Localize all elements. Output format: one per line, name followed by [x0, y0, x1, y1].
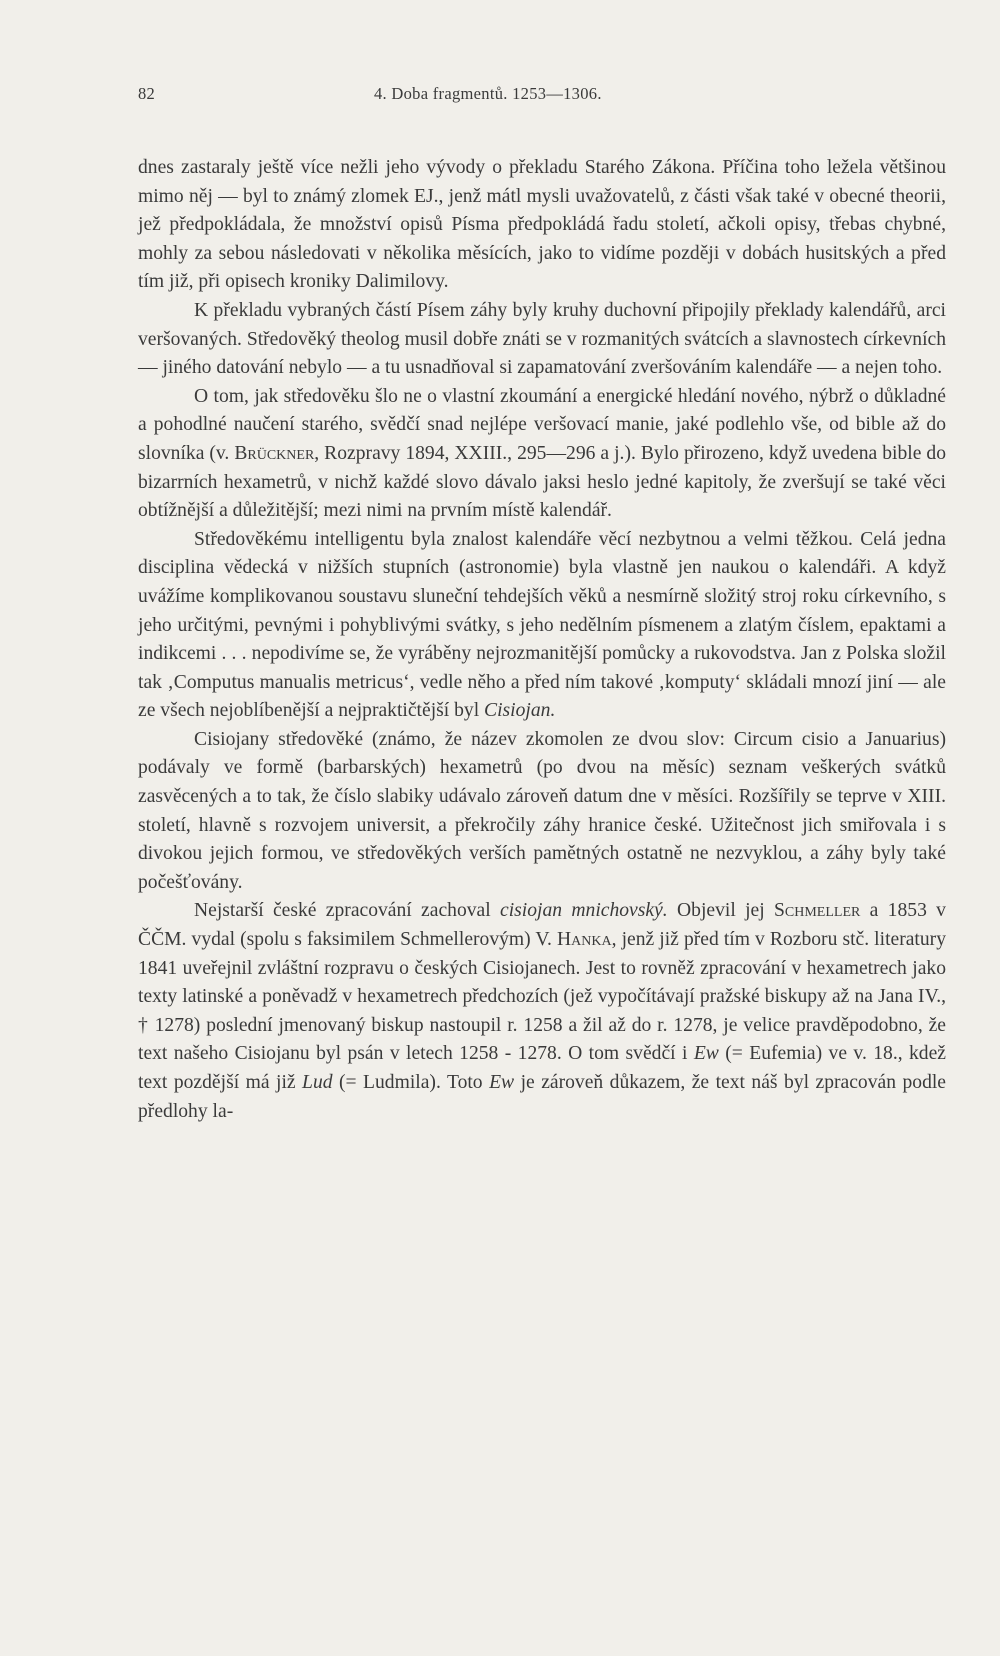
- text-run: , Rozpravy 1894, XXIII., 295—296 a j.). Bylo přirozeno, když uvedena bible do bizarrních hexametrů, v nichž každé slovo dávalo jaksi heslo jedné kapitoly, že zveršují se také věci obtížnější a důležitější; mezi nimi na prvním místě kalendář.: [138, 442, 946, 522]
- text-run: Nejstarší české zpracování zachoval: [194, 900, 501, 922]
- text-run: O tom, jak středověku šlo ne o vlastní zkoumání a energické hledání nového, nýbrž o důkladné a pohodlné naučení starého, svědčí snad nejlépe veršovací manie, jaké podlehlo vše, od bible až do slovníka (v.: [138, 385, 946, 464]
- author-name: Schmeller: [774, 900, 861, 922]
- text-run: Cisiojany středověké (známo, že název zkomolen ze dvou slov: Circum cisio a Januarius) podávaly ve formě (barbarských) hexametrů (po dvou na měsíc) seznam veškerých svátků zasvěcených a to tak, že číslo slabiky udávalo zároveň datum dne v měsíci. Rozšířily se teprve v XIII. století, hlavně s rozvojem universit, a překročily záhy hranice české. Užitečnost jich smiřovala i s divokou jejich formou, ve středověkých verších pamětných ostatně ne nezvyklou, a záhy byly také počešťovány.: [138, 728, 946, 893]
- text-run: (= Ludmila). Toto: [332, 1072, 490, 1093]
- paragraph: [138, 297, 946, 383]
- italic-term: Cisiojan.: [484, 700, 556, 722]
- page-header: [138, 84, 948, 104]
- text-run: je zároveň důkazem, že text náš byl zpracován podle předlohy la-: [138, 1072, 947, 1122]
- italic-term: Ew: [489, 1072, 515, 1093]
- text-run: Objevil jej: [667, 900, 774, 922]
- paragraph: [138, 526, 946, 726]
- paragraph: [138, 154, 946, 297]
- italic-term: Ew: [693, 1043, 719, 1065]
- text-run: Středověkému intelligentu byla znalost kalendáře věcí nezbytnou a velmi těžkou. Celá jedna disciplina vědecká v nižších stupních (astronomie) byla vlastně jen naukou o kalendáři. A když uvážíme komplikovanou soustavu sluneční tehdejších věků a nesmírně složitý stroj roku církevního, s jeho určitými, pevnými i pohyblivými svátky, s jeho nedělním písmenem a zlatým číslem, epaktami a indikcemi . . . nepodivíme se, že vyráběny nejrozmanitější pomůcky a rukovodstva. Jan z Polska složil tak ‚Computus manualis metricus‘, vedle něho a před ním takové ‚komputy‘ skládali mnozí jiní — ale ze všech nejoblíbenější a nejpraktičtější byl: [138, 528, 946, 722]
- text-run: (= Eufemia) ve v. 18., kdež text pozdější má již: [138, 1043, 947, 1093]
- page-number: 82: [138, 84, 156, 103]
- italic-term: cisiojan mnichovský.: [500, 900, 668, 922]
- author-name: Brückner: [234, 442, 315, 464]
- author-name: Hanka: [557, 929, 612, 951]
- paragraph: [138, 726, 946, 898]
- paragraph: [138, 383, 946, 526]
- paragraph: [138, 897, 946, 1126]
- body-text: [138, 154, 946, 1126]
- running-head: 4. Doba fragmentů. 1253—1306.: [374, 84, 602, 103]
- text-run: K překladu vybraných částí Písem záhy byly kruhy duchovní připojily překlady kalendářů, arci veršovaných. Středověký theolog musil dobře znáti se v rozmanitých svátcích a slavnostech církevních — jiného datování nebylo — a tu usnadňoval si zapamatování zveršováním kalendáře — a nejen toho.: [138, 299, 947, 379]
- text-run: dnes zastaraly ještě více nežli jeho vývody o překladu Starého Zákona. Příčina toho ležela většinou mimo něj — byl to známý zlomek EJ., jenž mátl mysli uvažovatelů, z části však také v obecné theorii, jež předpokládala, že množství opisů Písma předpokládá řadu století, ačkoli opisy, třebas chybné, mohly za sebou následovati v několika měsících, jako to vidíme později v dobách husitských a před tím již, při opisech kroniky Dalimilovy.: [138, 157, 946, 293]
- text-run: a 1853 v ČČM. vydal (spolu s faksimilem Schmellerovým) V.: [138, 900, 946, 951]
- text-run: , jenž již před tím v Rozboru stč. literatury 1841 uveřejnil zvláštní rozpravu o českých Cisiojanech. Jest to rovněž zpracování v hexametrech jako texty latinské a poněvadž v hexametrech předchozích (jež vypočítávají pražské biskupy až na Jana IV., † 1278) poslední jmenovaný biskup nastoupil r. 1258 a žil až do r. 1278, je velice pravděpodobno, že text našeho Cisiojanu byl psán v letech 1258 - 1278. O tom svědčí i: [138, 929, 946, 1065]
- italic-term: Lud: [302, 1072, 333, 1093]
